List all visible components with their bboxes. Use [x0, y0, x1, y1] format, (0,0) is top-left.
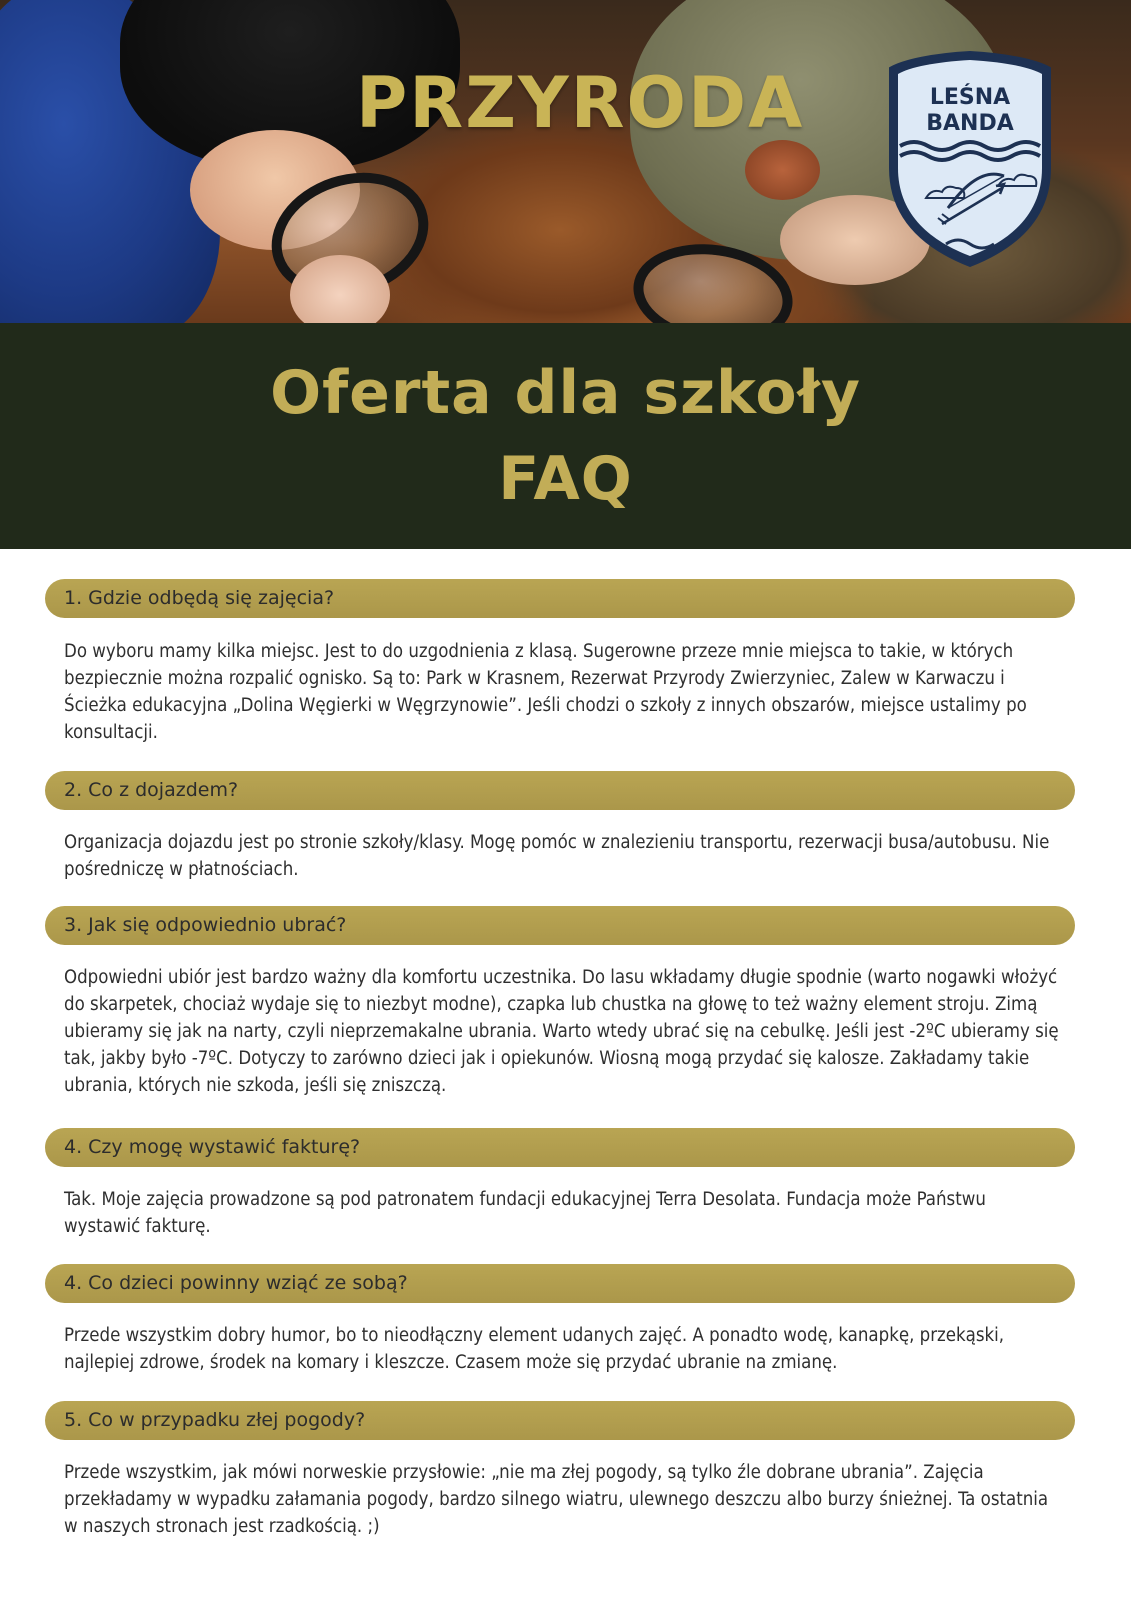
hero-photo — [0, 0, 1131, 323]
faq-answer-5: Przede wszystkim dobry humor, bo to nieodłączny element udanych zajęć. A ponadto wodę, kanapkę, przekąski, najlepiej zdrowe, środek na komary i kleszcze. Czasem może się przydać ubranie na zmianę. — [64, 1325, 1005, 1373]
faq-question-4: 4. Czy mogę wystawić fakturę? — [45, 1128, 1075, 1167]
przyroda-logo: PRZYRODA — [356, 62, 805, 144]
faq-question-2: 2. Co z dojazdem? — [45, 771, 1075, 810]
faq-answer-4: Tak. Moje zajęcia prowadzone są pod patronatem fundacji edukacyjnej Terra Desolata. Fundacja może Państwu wystawić fakturę. — [64, 1189, 986, 1237]
badge-line1: LEŚNA — [929, 85, 1011, 110]
faq-question-6: 5. Co w przypadku złej pogody? — [45, 1401, 1075, 1440]
faq-answer-1: Do wyboru mamy kilka miejsc. Jest to do uzgodnienia z klasą. Sugerowne przeze mnie miejsca to takie, w których bezpiecznie można rozpalić ognisko. Są to: Park w Krasnem, Rezerwat Przyrody Zwierzyniec, Zalew w Karwaczu i Ścieżka edukacyjna „Dolina Węgierki w Węgrzynowie”. Jeśli chodzi o szkoły z innych obszarów, miejsce ustalimy po konsultacji. — [64, 641, 1027, 743]
title-band — [0, 323, 1131, 549]
faq-answer-2: Organizacja dojazdu jest po stronie szkoły/klasy. Mogę pomóc w znalezieniu transportu, rezerwacji busa/autobusu. Nie pośredniczę w płatnościach. — [64, 832, 1050, 880]
hat-leather-patch — [745, 140, 820, 200]
faq-question-5: 4. Co dzieci powinny wziąć ze sobą? — [45, 1264, 1075, 1303]
faq-answer-3: Odpowiedni ubiór jest bardzo ważny dla komfortu uczestnika. Do lasu wkładamy długie spodnie (warto nogawki włożyć do skarpetek, chociaż wydaje się to niezbyt modne), czapka lub chustka na głowę to też ważny element stroju. Zimą ubieramy się jak na narty, czyli nieprzemakalne ubrania. Warto wtedy ubrać się na cebulkę. Jeśli jest -2ºC ubieramy się tak, jakby było -7ºC. Dotyczy to zarówno dzieci jak i opiekunów. Wiosną mogą przydać się kalosze. Zakładamy takie ubrania, których nie szkoda, jeśli się zniszczą. — [64, 967, 1059, 1096]
badge-line2: BANDA — [926, 111, 1014, 136]
lesna-banda-badge-icon — [886, 48, 1054, 270]
faq-answer-6: Przede wszystkim, jak mówi norweskie przysłowie: „nie ma złej pogody, są tylko źle dobrane ubrania”. Zajęcia przekładamy w wypadku załamania pogody, bardzo silnego wiatru, ulewnego deszczu albo burzy śnieżnej. Ta ostatnia w naszych stronach jest rzadkością. ;) — [64, 1462, 1049, 1537]
faq-question-3: 3. Jak się odpowiednio ubrać? — [45, 906, 1075, 945]
faq-question-1: 1. Gdzie odbędą się zajęcia? — [45, 579, 1075, 618]
page-title: Oferta dla szkoły — [270, 358, 861, 428]
page-subtitle: FAQ — [498, 444, 633, 514]
